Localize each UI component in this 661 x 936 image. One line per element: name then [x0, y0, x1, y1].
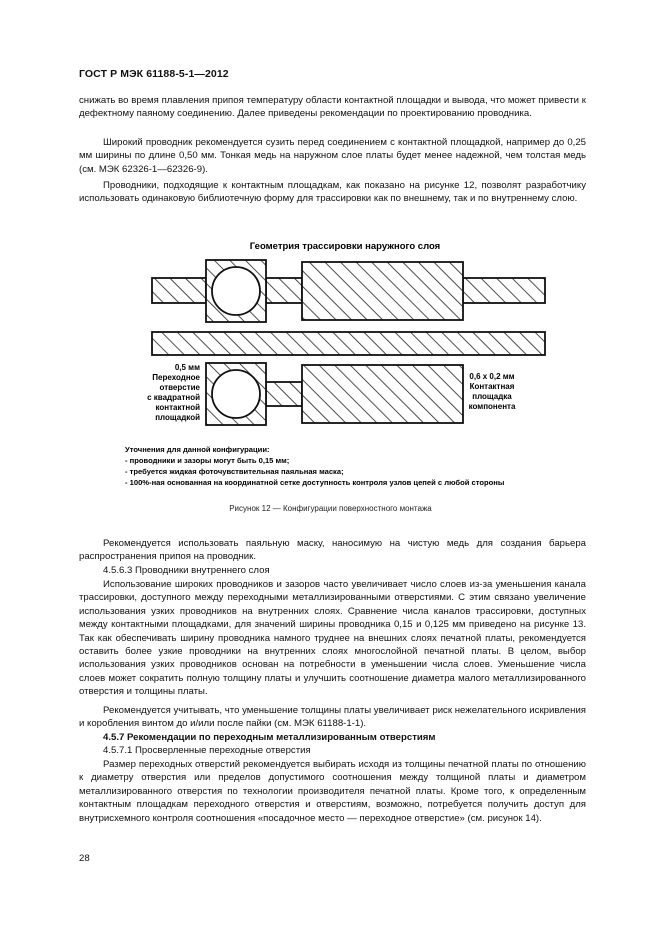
svg-text:площадка: площадка	[472, 392, 512, 401]
document-header: ГОСТ Р МЭК 61188-5-1—2012	[79, 68, 229, 80]
trace-middle	[152, 332, 545, 355]
via-hole	[212, 267, 260, 315]
paragraph: Рекомендуется учитывать, что уменьшение толщины платы увеличивает риск нежелательного искривления и коробления винтом до и/или после пайки (см. МЭК 61188-1-1).	[79, 705, 586, 730]
svg-text:Переходное: Переходное	[152, 373, 200, 382]
section-heading	[79, 731, 586, 744]
svg-text:0,6 x 0,2 мм: 0,6 x 0,2 мм	[469, 372, 515, 381]
svg-text:контактной: контактной	[155, 403, 200, 412]
paragraph: Размер переходных отверстий рекомендуется выбирать исходя из толщины печатной платы по отношению к диаметру отверстия или пределов допустимого соотношения между толщиной платы и диаметром металлизированного отверстия по технологии производителя печатной платы. Кроме того, к определенным контактным площадкам переходного отверстия и отверстиям, возможно, потребуется получить доступ для внутрисхемного контроля соотношения «посадочное место — переходное отверстие» (см. рисунок 14).	[79, 759, 586, 824]
svg-text:с квадратной: с квадратной	[147, 393, 200, 402]
figure-caption: Рисунок 12 — Конфигурации поверхностного монтажа	[229, 504, 432, 513]
svg-text:площадкой: площадкой	[155, 413, 200, 422]
component-pad	[302, 262, 463, 320]
pad-label	[469, 372, 516, 411]
svg-text:отверстие: отверстие	[159, 383, 200, 392]
paragraph: Проводники, подходящие к контактным площадкам, как показано на рисунке 12, позволят разработчику использовать одинаковую библиотечную форму для трассировки как по внешнему, так и по внутреннему слою.	[79, 180, 586, 205]
subsection-heading: 4.5.6.3 Проводники внутреннего слоя	[103, 565, 270, 576]
svg-text:Уточнения для данной конфигура: Уточнения для данной конфигурации:	[125, 445, 270, 454]
subsection-heading: 4.5.7.1 Просверленные переходные отверстия	[103, 745, 311, 756]
figure-notes	[125, 445, 504, 487]
svg-text:- 100%-ная основанная на коорд: - 100%-ная основанная на координатной сетке доступность контроля узлов цепей с любой стороны	[125, 478, 505, 487]
trace-link-bottom	[266, 382, 302, 406]
svg-text:компонента: компонента	[468, 402, 516, 411]
trace-left	[152, 278, 206, 303]
paragraph: Широкий проводник рекомендуется сузить перед соединением с контактной площадкой, например до 0,25 мм ширины по длине 0,50 мм. Тонкая медь на наружном слое платы будет менее надежной, чем толстая медь (см. МЭК 62326-1—62326-9).	[79, 137, 586, 175]
component-pad-bottom	[302, 365, 463, 423]
svg-text:0,5 мм: 0,5 мм	[174, 363, 200, 372]
via-hole-bottom	[212, 370, 260, 418]
paragraph: Использование широких проводников и зазоров часто увеличивает число слоев из-за уменьшения канала трассировки, доступного между переходными металлизированными отверстиями. С этим связано увеличение использования узких проводников на внутренних слоях. Сравнение числа каналов трассировки, доступных между контактными площадками, для значений ширины проводника 0,15 и 0,125 мм приведено на рисунке 13. Так как обеспечивать ширину проводника намного труднее на внешних слоях печатной платы, рекомендуется оставить более узкие проводники на внутренних слоях многослойной печатной платы. В целом, выбор использования узких проводников основан на потребности в уменьшении числа слоев. Уменьшение числа слоев может сократить полную толщину платы и улучшить соотношение диаметра малого металлизированного отверстия и толщины платы.	[79, 579, 586, 698]
via-label	[147, 363, 200, 422]
bottom-row	[206, 363, 463, 425]
paragraph: Рекомендуется использовать паяльную маску, наносимую на чистую медь для создания барьера распространения припоя на проводник.	[79, 538, 586, 563]
figure-title: Геометрия трассировки наружного слоя	[249, 241, 441, 252]
trace-link	[266, 278, 302, 303]
top-row	[152, 260, 545, 322]
trace-right	[463, 278, 545, 303]
section-heading-text: 4.5.7 Рекомендации по переходным металлизированным отверстиям	[103, 732, 436, 743]
figure-12	[0, 230, 661, 500]
svg-text:Контактная: Контактная	[469, 382, 515, 391]
paragraph: снижать во время плавления припоя температуру области контактной площадки и вывода, что может привести к дефектному паяному соединению. Далее приведены рекомендации по проектированию проводника.	[79, 95, 586, 120]
page-number: 28	[79, 853, 90, 864]
svg-text:- проводники и зазоры могут бы: - проводники и зазоры могут быть 0,15 мм;	[125, 456, 290, 465]
svg-text:- требуется жидкая фоточувстви: - требуется жидкая фоточувствительная паяльная маска;	[125, 467, 344, 476]
